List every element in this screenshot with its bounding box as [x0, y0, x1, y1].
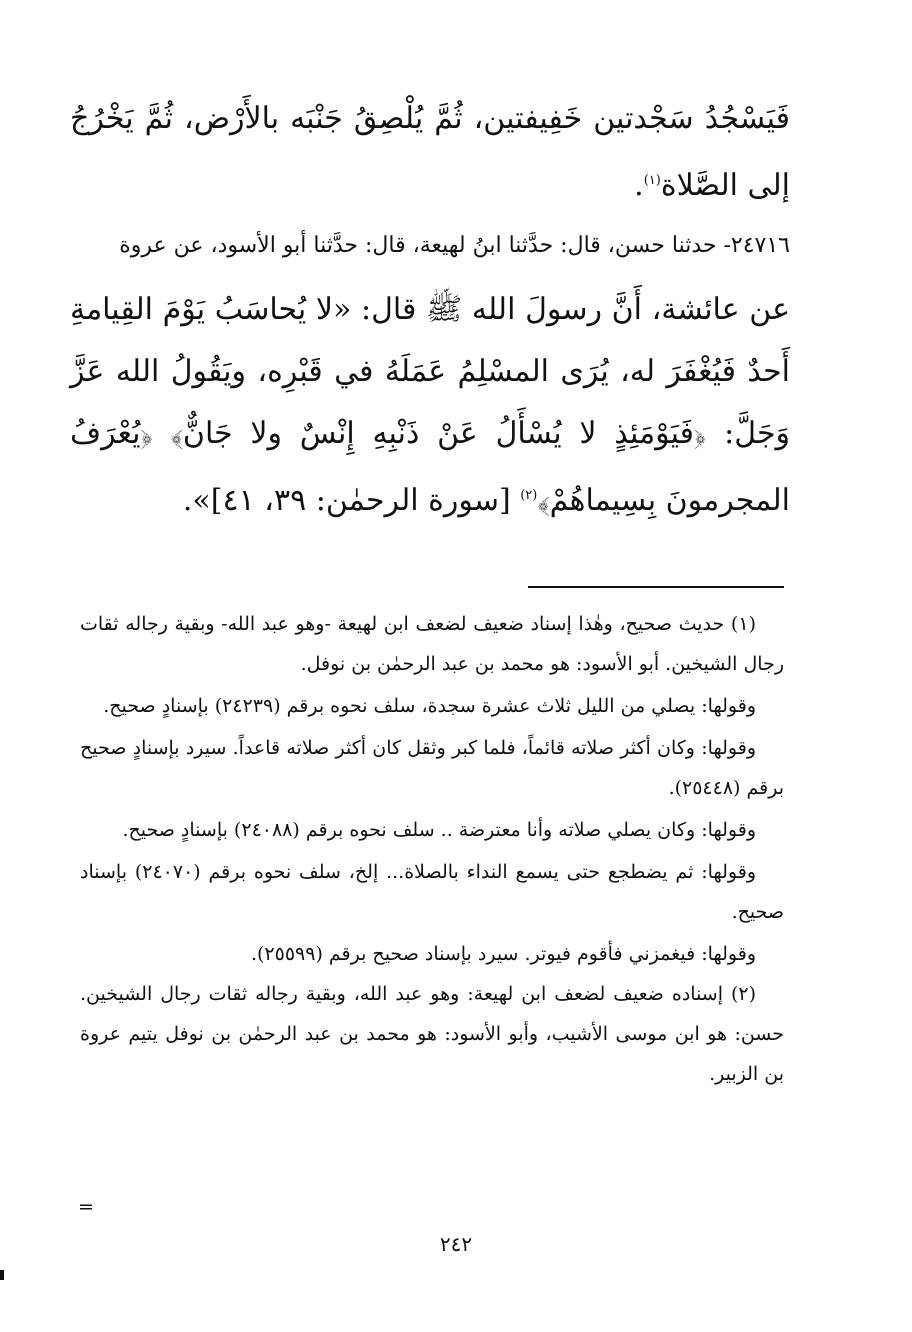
paragraph-text: فَيَسْجُدُ سَجْدتين خَفِيفتين، ثُمَّ يُلْصِقُ جَنْبَه بالأَرْض، ثُمَّ يَخْرُجُ إلى الصَّلاة	[70, 101, 790, 203]
footnote-1-remark-5: وقولها: فيغمزني فأقوم فيوتر. سيرد بإسناد صحيح برقم (٢٥٥٩٩).	[250, 943, 756, 965]
footnote-1-remark-3: وقولها: وكان يصلي صلاته وأنا معترضة .. سلف نحوه برقم (٢٤٠٨٨) بإسنادٍ صحيح.	[122, 819, 756, 841]
footnote-reference: (١)	[643, 173, 661, 188]
hadith-chain-paragraph: ٢٤٧١٦- حدثنا حسن، قال: حدَّثنا ابنُ لهيعة، قال: حدَّثنا أبو الأسود، عن عروة	[119, 233, 790, 258]
footnote-1-remark-4: وقولها: ثم يضطجع حتى يسمع النداء بالصلاة... إلخ، سلف نحوه برقم (٢٤٠٧٠) بإسناد صحيح.	[80, 861, 784, 923]
continuation-mark: =	[78, 1196, 94, 1218]
footnote-1-remark-1: وقولها: يصلي من الليل ثلاث عشرة سجدة، سلف نحوه برقم (٢٤٢٣٩) بإسنادٍ صحيح.	[103, 695, 756, 717]
paragraph-text: عن عائشة، أَنَّ رسولَ الله ﷺ قال: «لا يُحاسَبُ يَوْمَ القِيامةِ أَحدٌ فَيُغْفَرَ له، يُرَى المسْلِمُ عَمَلَهُ في قَبْرِه، ويَقُولُ الله عَزَّ وَجَلَّ: ﴿فَيَوْمَئِذٍ لا يُسْأَلُ عَنْ ذَنْبِهِ إِنْسٌ ولا جَانٌّ﴾ ﴿يُعْرَفُ المجرمونَ بِسِيماهُمْ﴾	[70, 292, 790, 518]
footnote-2: (٢) إسناده ضعيف لضعف ابن لهيعة: وهو عبد الله، وبقية رجاله ثقات رجال الشيخين. حسن: هو ابن موسى الأشيب، وأبو الأسود: هو محمد بن عبد الرحمٰن بن نوفل يتيم عروة بن الزبير.	[80, 983, 784, 1085]
footnote-1-remark-2: وقولها: وكان أكثر صلاته قائماً، فلما كبر وثقل كان أكثر صلاته قاعداً. سيرد بإسنادٍ صحيح برقم (٢٥٤٤٨).	[80, 737, 784, 799]
footnote-1: (١) حديث صحيح، وهٰذا إسناد ضعيف لضعف ابن لهيعة -وهو عبد الله- وبقية رجاله ثقات رجال الشيخين. أبو الأسود: هو محمد بن عبد الرحمٰن بن نوفل.	[80, 613, 784, 675]
page-number: ٢٤٢	[439, 1232, 473, 1256]
surah-citation: [سورة الرحمٰن: ٣٩، ٤١]».	[182, 483, 521, 518]
scan-edge-mark	[0, 1270, 4, 1280]
footnotes-block	[80, 604, 784, 1094]
footnote-reference: (٢)	[520, 488, 538, 503]
hadith-text-paragraph	[70, 279, 790, 532]
hadith-continuation-paragraph: فَيَسْجُدُ سَجْدتين خَفِيفتين، ثُمَّ يُلْصِقُ جَنْبَه بالأَرْض، ثُمَّ يَخْرُجُ إلى الصَّلاة$^{(١)}$.	[70, 101, 790, 203]
main-text-block	[70, 88, 790, 538]
footnote-divider	[528, 586, 784, 588]
